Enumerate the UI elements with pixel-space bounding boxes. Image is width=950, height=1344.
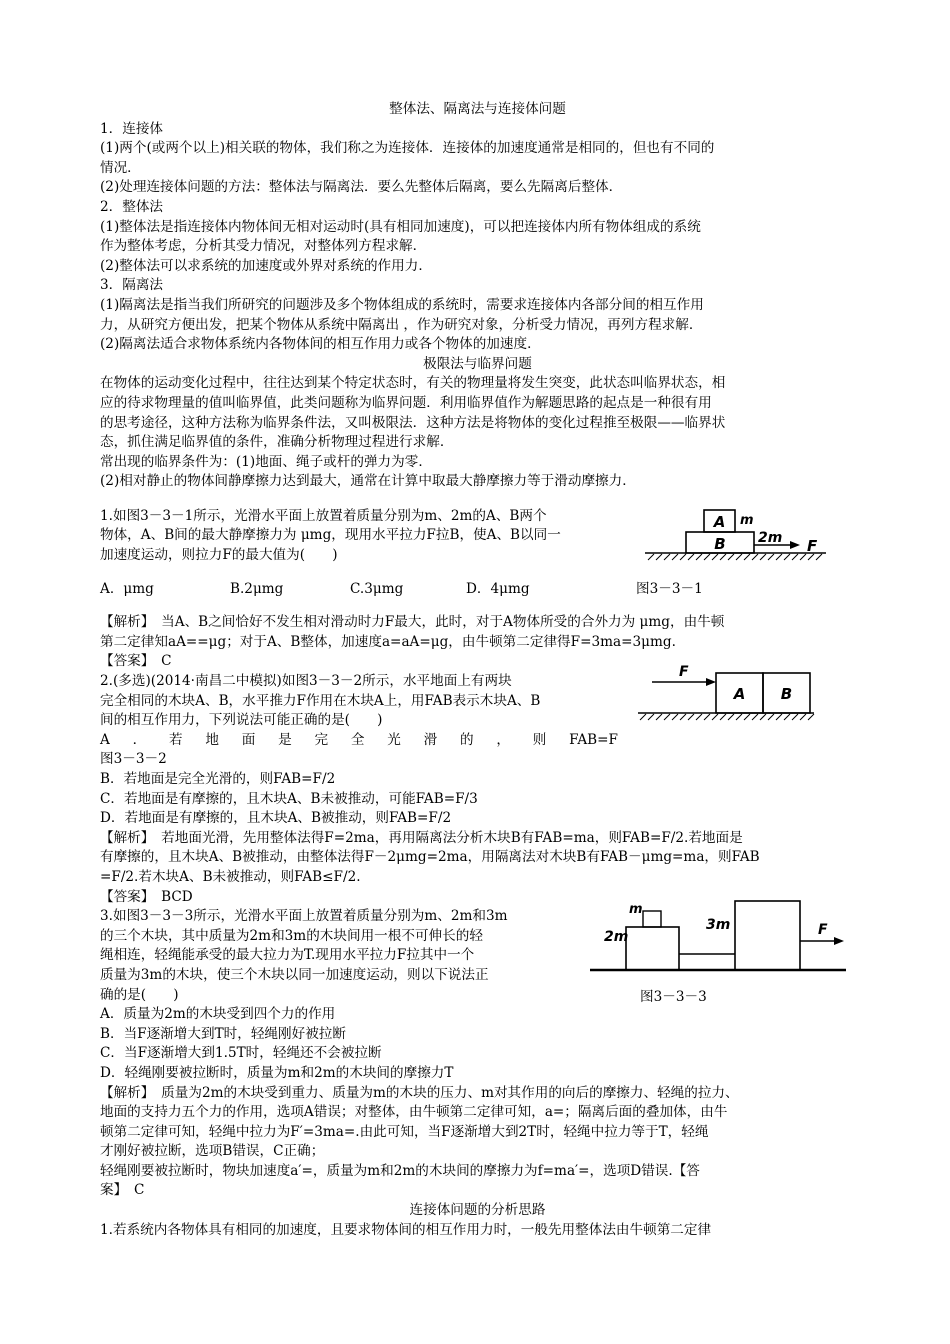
analysis: 地面的支持力五个力的作用，选项A错误；对整体，由牛顿第二定律可知，a=；隔离后面的叠加体，由牛 <box>100 1104 728 1121</box>
question-3-text: 3.如图3－3－3所示，光滑水平面上放置着质量分别为m、2m和3m <box>100 908 508 925</box>
paragraph: (1)隔离法是指当我们所研究的问题涉及多个物体组成的系统时，需要求连接体内各部分间的相互作用 <box>100 296 704 313</box>
analysis: 有摩擦的，且木块A、B被推动，由整体法得F－2μmg=2ma，用隔离法对木块B有FAB－μmg=ma，则FAB <box>100 849 760 866</box>
figure-caption: 图3－3－3 <box>640 989 707 1005</box>
heading-isolation-method: 3．隔离法 <box>100 277 164 294</box>
label-2m: 2m <box>604 929 629 945</box>
question-2-text: 完全相同的木块A、B，水平推力F作用在木块A上，用FAB表示木块A、B <box>100 692 541 709</box>
answer: 【答案】 BCD <box>100 888 193 905</box>
analysis: 第二定律知aA==μg；对于A、B整体，加速度a=aA=μg，由牛顿第二定律得F=3ma=3μmg. <box>100 633 676 650</box>
option-c: C.3μmg <box>350 580 404 597</box>
ground-hatch <box>648 554 822 560</box>
answer: 【答案】 C <box>100 653 172 670</box>
label-f: F <box>679 664 689 680</box>
option-c: C．当F逐渐增大到1.5T时，轻绳还不会被拉断 <box>100 1045 382 1062</box>
question-1-options <box>100 580 855 600</box>
figure-3-3-3 <box>588 895 850 979</box>
analysis: 【解析】 当A、B之间恰好不发生相对滑动时力F最大，此时，对于A物体所受的合外力为 μmg，由牛顿 <box>100 614 725 631</box>
paragraph: 在物体的运动变化过程中，往往达到某个特定状态时，有关的物理量将发生突变，此状态叫临界状态，相 <box>100 375 726 392</box>
paragraph: 情况． <box>100 159 141 176</box>
figure-3-3-1 <box>640 500 840 570</box>
paragraph: 的思考途径，这种方法称为临界条件法，又叫极限法．这种方法是将物体的变化过程推至极限——临界状 <box>100 414 726 431</box>
figure-3-3-2 <box>636 660 816 722</box>
label-a: A <box>733 685 746 703</box>
section-title-2: 极限法与临界问题 <box>423 355 532 372</box>
ground-hatch <box>640 714 814 720</box>
paragraph: 常出现的临界条件为：(1)地面、绳子或杆的弹力为零． <box>100 453 432 470</box>
label-b: B <box>780 685 793 703</box>
question-1-text: 加速度运动，则拉力F的最大值为( ) <box>100 547 338 564</box>
analysis: 案】 C <box>100 1182 145 1199</box>
option-a: A．μmg <box>100 580 154 597</box>
question-1-text: 物体，A、B间的最大静摩擦力为 μmg，现用水平拉力F拉B，使A、B以同一 <box>100 527 561 544</box>
label-3m: 3m <box>706 917 731 933</box>
option-d: D．4μmg <box>466 580 530 597</box>
analysis: 才刚好被拉断，选项B错误，C正确； <box>100 1143 325 1160</box>
label-m: m <box>629 902 643 917</box>
section-title-3: 连接体问题的分析思路 <box>409 1202 546 1219</box>
option-c: C．若地面是有摩擦的，且木块A、B未被推动，可能FAB=F/3 <box>100 790 478 807</box>
question-2-text: 间的相互作用力，下列说法可能正确的是( ) <box>100 712 383 729</box>
paragraph: (2)相对静止的物体间静摩擦力达到最大，通常在计算中取最大静摩擦力等于滑动摩擦力． <box>100 473 636 490</box>
block-m <box>643 911 661 927</box>
block-3m <box>735 901 800 970</box>
analysis: 【解析】 质量为2m的木块受到重力、质量为m的木块的压力、m对其作用的向后的摩擦力、轻绳的拉力、 <box>100 1084 739 1101</box>
label-a: A <box>713 513 726 531</box>
section-title-1: 整体法、隔离法与连接体问题 <box>389 101 566 117</box>
heading-connected-body: 1．连接体 <box>100 120 164 137</box>
analysis: 顿第二定律可知，轻绳中拉力为F′=3ma=.由此可知，当F逐渐增大到2T时，轻绳中拉力等于T，轻绳 <box>100 1123 709 1140</box>
paragraph: 1.若系统内各物体具有相同的加速度，且要求物体间的相互作用力时，一般先用整体法由牛顿第二定律 <box>100 1221 712 1238</box>
question-2-text: 2.(多选)(2014·南昌二中模拟)如图3－3－2所示，水平地面上有两块 <box>100 673 512 690</box>
question-3-text: 的三个木块，其中质量为2m和3m的木块间用一根不可伸长的轻 <box>100 927 483 944</box>
paragraph: (1)两个(或两个以上)相关联的物体，我们称之为连接体．连接体的加速度通常是相同的，但也有不同的 <box>100 140 715 157</box>
paragraph: (2)处理连接体问题的方法：整体法与隔离法．要么先整体后隔离，要么先隔离后整体． <box>100 179 623 196</box>
analysis: 轻绳刚要被拉断时，物块加速度a′=，质量为m和2m的木块间的摩擦力为f=ma′=，选项D错误.【答 <box>100 1162 700 1179</box>
option-b: B．若地面是完全光滑的，则FAB=F/2 <box>100 771 336 787</box>
block-2m <box>626 927 679 970</box>
label-f: F <box>807 537 818 555</box>
label-2m: 2m <box>758 530 783 546</box>
option-b: B.2μmg <box>230 580 284 597</box>
option-a: A．若地面是完全光滑的，则FAB=F <box>100 731 618 748</box>
paragraph: (2)整体法可以求系统的加速度或外界对系统的作用力． <box>100 257 432 274</box>
arrow-head <box>790 541 800 549</box>
question-3-text: 质量为3m的木块，使三个木块以同一加速度运动，则以下说法正 <box>100 966 489 983</box>
figure-caption: 图3－3－1 <box>636 580 703 597</box>
question-3-text: 确的是( ) <box>100 986 179 1003</box>
paragraph: (1)整体法是指连接体内物体间无相对运动时(具有相同加速度)，可以把连接体内所有物体组成的系统 <box>100 218 701 235</box>
question-3-text: 绳相连，轻绳能承受的最大拉力为T.现用水平拉力F拉其中一个 <box>100 947 475 964</box>
option-a: A．质量为2m的木块受到四个力的作用 <box>100 1006 336 1023</box>
arrow-head <box>834 937 844 945</box>
paragraph: 力，从研究方便出发，把某个物体从系统中隔离出 ，作为研究对象，分析受力情况，再列方程求解． <box>100 316 703 333</box>
analysis: =F/2.若木块A、B未被推动，则FAB≤F/2. <box>100 868 361 885</box>
arrow-head <box>706 678 716 686</box>
label-m: m <box>740 513 754 528</box>
paragraph: 应的待求物理量的值叫临界值，此类问题称为临界问题．利用临界值作为解题思路的起点是一种很有用 <box>100 394 712 411</box>
label-b: B <box>714 535 726 553</box>
paragraph: 态，抓住满足临界值的条件，准确分析物理过程进行求解． <box>100 434 454 451</box>
option-d: D．若地面是有摩擦的，且木块A、B被推动，则FAB=F/2 <box>100 810 452 827</box>
option-d: D．轻绳刚要被拉断时，质量为m和2m的木块间的摩擦力T <box>100 1064 454 1081</box>
paragraph: 作为整体考虑，分析其受力情况，对整体列方程求解． <box>100 238 427 255</box>
heading-whole-method: 2．整体法 <box>100 198 164 215</box>
option-b: B．当F逐渐增大到T时，轻绳刚好被拉断 <box>100 1025 346 1042</box>
question-1-text: 1.如图3－3－1所示，光滑水平面上放置着质量分别为m、2m的A、B两个 <box>100 507 547 524</box>
label-f: F <box>818 922 828 938</box>
figure-caption: 图3－3－2 <box>100 751 167 768</box>
paragraph: (2)隔离法适合求物体系统内各物体间的相互作用力或各个物体的加速度． <box>100 336 541 353</box>
analysis: 【解析】 若地面光滑，先用整体法得F=2ma，再用隔离法分析木块B有FAB=ma，则FAB=F/2.若地面是 <box>100 829 743 846</box>
